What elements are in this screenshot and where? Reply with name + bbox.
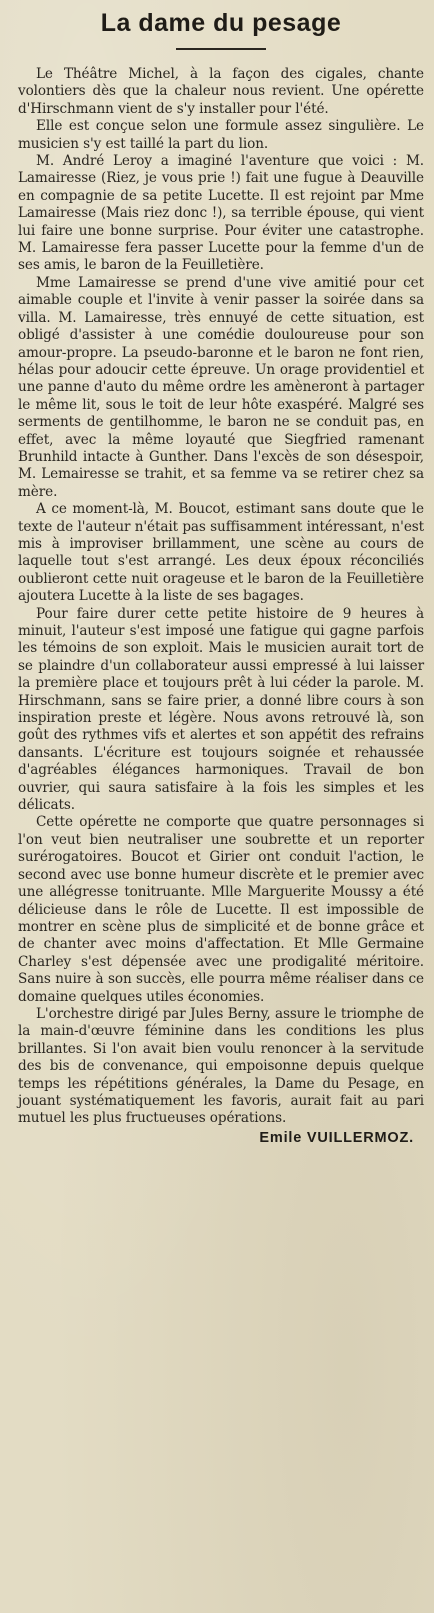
paragraph: M. André Leroy a imaginé l'aventure que voici : M. Lamairesse (Riez, je vous prie !) fait une fugue à Deauville en compagnie de sa petite Lucette. Il est rejoint par Mme Lamairesse (Mais riez donc !), sa terrible épouse, qui vient lui faire une bonne surprise. Pour éviter une catastrophe. M. Lamairesse fera passer Lucette pour la femme d'un de ses amis, le baron de la Feuilletière. <box>18 153 424 274</box>
article-body <box>18 66 424 1128</box>
paragraph: Elle est conçue selon une formule assez singulière. Le musicien s'y est taillé la part du lion. <box>18 118 424 152</box>
title-divider <box>176 48 266 50</box>
article-title: La dame du pesage <box>100 9 342 37</box>
paragraph: Cette opérette ne comporte que quatre personnages si l'on veut bien neutraliser une soubrette et un reporter surérogatoires. Boucot et Girier ont conduit l'action, le second avec use bonne humeur discrète et le premier avec une allégresse tonitruante. Mlle Marguerite Moussy a été délicieuse dans le rôle de Lucette. Il est impossible de montrer en scène plus de simplicité et de bonne grâce et de chanter avec moins d'affectation. Et Mlle Germaine Charley s'est dépensée avec une prodigalité méritoire. Sans nuire à son succès, elle pourra même réaliser dans ce domaine quelques utiles économies. <box>18 814 424 1005</box>
paragraph: L'orchestre dirigé par Jules Berny, assure le triomphe de la main-d'œuvre féminine dans les conditions les plus brillantes. Si l'on avait bien voulu renoncer à la servitude des bis de convenance, qui empoisonne depuis quelque temps les répétitions générales, la Dame du Pesage, en jouant systématiquement les favoris, aurait fait au pari mutuel les plus fructueuses opérations. <box>18 1005 424 1127</box>
paragraph: A ce moment-là, M. Boucot, estimant sans doute que le texte de l'auteur n'était pas suffisamment intéressant, n'est mis à improviser brillamment, une scène au cours de laquelle tout s'est arrangé. Les deux époux réconciliés oublieront cette nuit orageuse et le baron de la Feuilletière ajoutera Lucette à la liste de ses bagages. <box>18 501 424 605</box>
author-signature: Emile VUILLERMOZ. <box>259 1129 414 1146</box>
paragraph: Pour faire durer cette petite histoire de 9 heures à minuit, l'auteur s'est imposé une fatigue qui gagne parfois les témoins de son exploit. Mais le musicien aurait tort de se plaindre d'un collaborateur aussi empressé à lui laisser la première place et toujours prêt à lui céder la parole. M. Hirschmann, sans se faire prier, a donné libre cours à son inspiration preste et légère. Nous avons retrouvé là, son goût des rythmes vifs et alertes et son appétit des refrains dansants. L'écriture est toujours soignée et rehaussée d'agréables élégances harmoniques. Travail de bon ouvrier, qui saura satisfaire à la fois les simples et les délicats. <box>18 605 424 814</box>
paragraph: Le Théâtre Michel, à la façon des cigales, chante volontiers dès que la chaleur nous revient. Une opérette d'Hirschmann vient de s'y installer pour l'été. <box>18 66 424 117</box>
paragraph: Mme Lamairesse se prend d'une vive amitié pour cet aimable couple et l'invite à venir passer la soirée dans sa villa. M. Lamairesse, très ennuyé de cette situation, est obligé d'assister à une comédie douloureuse pour son amour-propre. La pseudo-baronne et le baron ne font rien, hélas pour adoucir cette épreuve. Un orage providentiel et une panne d'auto du même ordre les amèneront à partager le même lit, sous le toit de leur hôte exaspéré. Malgré ses serments de gentilhomme, le baron ne se conduit pas, en effet, avec la même loyauté que Siegfried ramenant Brunhild intacte à Gunther. Dans l'excès de son désespoir, M. Lemairesse se trahit, et sa femme va se retirer chez sa mère. <box>18 274 424 500</box>
